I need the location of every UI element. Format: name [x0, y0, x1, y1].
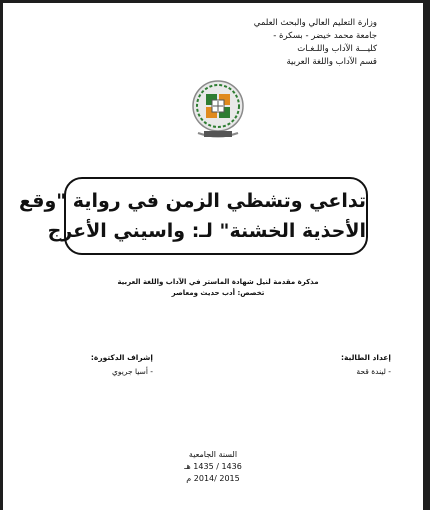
document-page	[3, 3, 423, 510]
thesis-title-line-1: تداعي وتشظي الزمن في رواية "وقع	[19, 190, 366, 212]
university-name: جامعة محمد خيضر - بسكرة -	[273, 31, 377, 41]
student-block	[241, 351, 391, 379]
faculty-name: كليـــة الآداب واللـغـات	[297, 44, 377, 54]
university-emblem-icon	[188, 78, 248, 142]
ministry-name: وزارة التعليم العالي والبحث العلمي	[253, 18, 377, 28]
degree-statement: مذكرة مقدمة لنيل شهادة الماستر في الآداب واللغة العربية	[117, 278, 319, 286]
thesis-description	[93, 277, 343, 299]
supervisor-block	[23, 351, 153, 379]
supervisor-name: - أسيا جريوي	[112, 367, 153, 376]
supervisor-label: إشراف الدكتورة:	[90, 353, 153, 362]
thesis-title-line-2: الأحذية الخشنة" لـ: واسيني الأعرج	[47, 220, 366, 242]
academic-year	[153, 449, 273, 485]
hijri-year: 1436 / 1435 هـ	[184, 462, 242, 471]
thesis-title-box	[19, 177, 368, 255]
institution-header	[157, 17, 377, 69]
academic-year-label: السنة الجامعية	[188, 450, 238, 459]
student-name: - ليندة قحة	[356, 367, 391, 376]
specialization: تخصص: أدب حديث ومعاصر	[171, 289, 265, 297]
student-label: إعداد الطالبة:	[341, 353, 391, 362]
gregorian-year: 2015 /2014 م	[186, 474, 240, 483]
department-name: قسم الآداب واللغة العربية	[286, 57, 377, 67]
